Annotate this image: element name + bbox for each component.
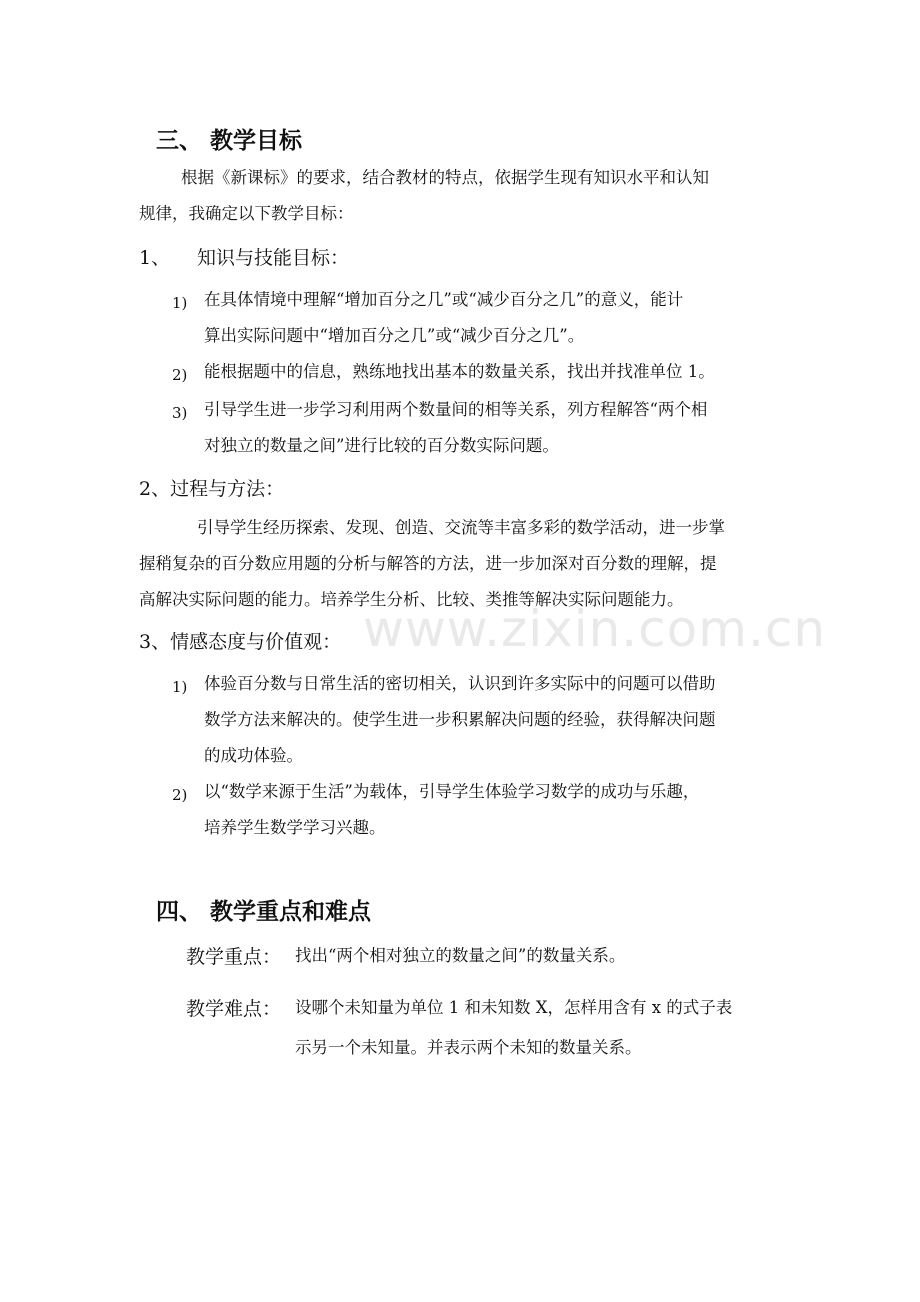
list-item-line: 在具体情境中理解“增加百分之几”或“减少百分之几”的意义，能计 (204, 290, 684, 309)
list-marker: 1) (172, 678, 188, 696)
list-marker: 1) (172, 294, 188, 312)
process-line-1: 引导学生经历探索、发现、创造、交流等丰富多彩的数学活动，进一步掌 (197, 518, 725, 537)
key-point-label: 教学重点： (186, 946, 282, 968)
list-item-line: 引导学生进一步学习利用两个数量间的相等关系，列方程解答“两个相 (204, 400, 708, 419)
list-item-line: 算出实际问题中“增加百分之几”或“减少百分之几”。 (204, 326, 585, 345)
difficulty-text (295, 988, 732, 1068)
difficulty-line: 设哪个未知量为单位 1 和未知数 X，怎样用含有 x 的式子表 (295, 998, 733, 1017)
section-3-heading: 三、 教学目标 (156, 128, 303, 154)
list-marker: 2) (172, 366, 188, 384)
list-item-line: 能根据题中的信息，熟练地找出基本的数量关系，找出并找准单位 1。 (204, 362, 715, 381)
list-marker: 2) (172, 786, 188, 804)
list-item (204, 666, 716, 774)
list-item-line: 的成功体验。 (204, 746, 303, 765)
list-item (204, 282, 683, 354)
list-item-line: 以“数学来源于生活”为载体，引导学生体验学习数学的成功与乐趣， (204, 782, 700, 801)
difficulty-line: 示另一个未知量。并表示两个未知的数量关系。 (295, 1038, 642, 1057)
list-item-line: 培养学生数学学习兴趣。 (204, 818, 386, 837)
intro-line-1: 根据《新课标》的要求，结合教材的特点，依据学生现有知识水平和认知 (181, 168, 709, 187)
process-line-3: 高解决实际问题的能力。培养学生分析、比较、类推等解决实际问题能力。 (139, 590, 684, 609)
list-item (204, 774, 699, 846)
list-item (204, 392, 707, 464)
process-line-2: 握稍复杂的百分数应用题的分析与解答的方法，进一步加深对百分数的理解，提 (139, 554, 717, 573)
difficulty-label: 教学难点： (186, 998, 282, 1020)
list-item-line: 对独立的数量之间”进行比较的百分数实际问题。 (204, 436, 559, 455)
subsection-3-title: 3、情感态度与价值观： (139, 631, 342, 653)
list-marker: 3) (172, 404, 188, 422)
list-item (204, 354, 715, 390)
subsection-1-title: 知识与技能目标： (197, 247, 350, 269)
subsection-2-title: 2、过程与方法： (139, 478, 285, 500)
watermark: www.zixin.com.cn (363, 600, 827, 658)
list-item-line: 体验百分数与日常生活的密切相关，认识到许多实际中的问题可以借助 (204, 674, 716, 693)
list-item-line: 数学方法来解决的。使学生进一步积累解决问题的经验，获得解决问题 (204, 710, 716, 729)
section-4-heading: 四、 教学重点和难点 (156, 899, 372, 925)
key-point-text: 找出“两个相对独立的数量之间”的数量关系。 (295, 946, 626, 965)
subsection-1-number: 1、 (139, 247, 171, 269)
intro-line-2: 规律，我确定以下教学目标： (139, 204, 354, 223)
